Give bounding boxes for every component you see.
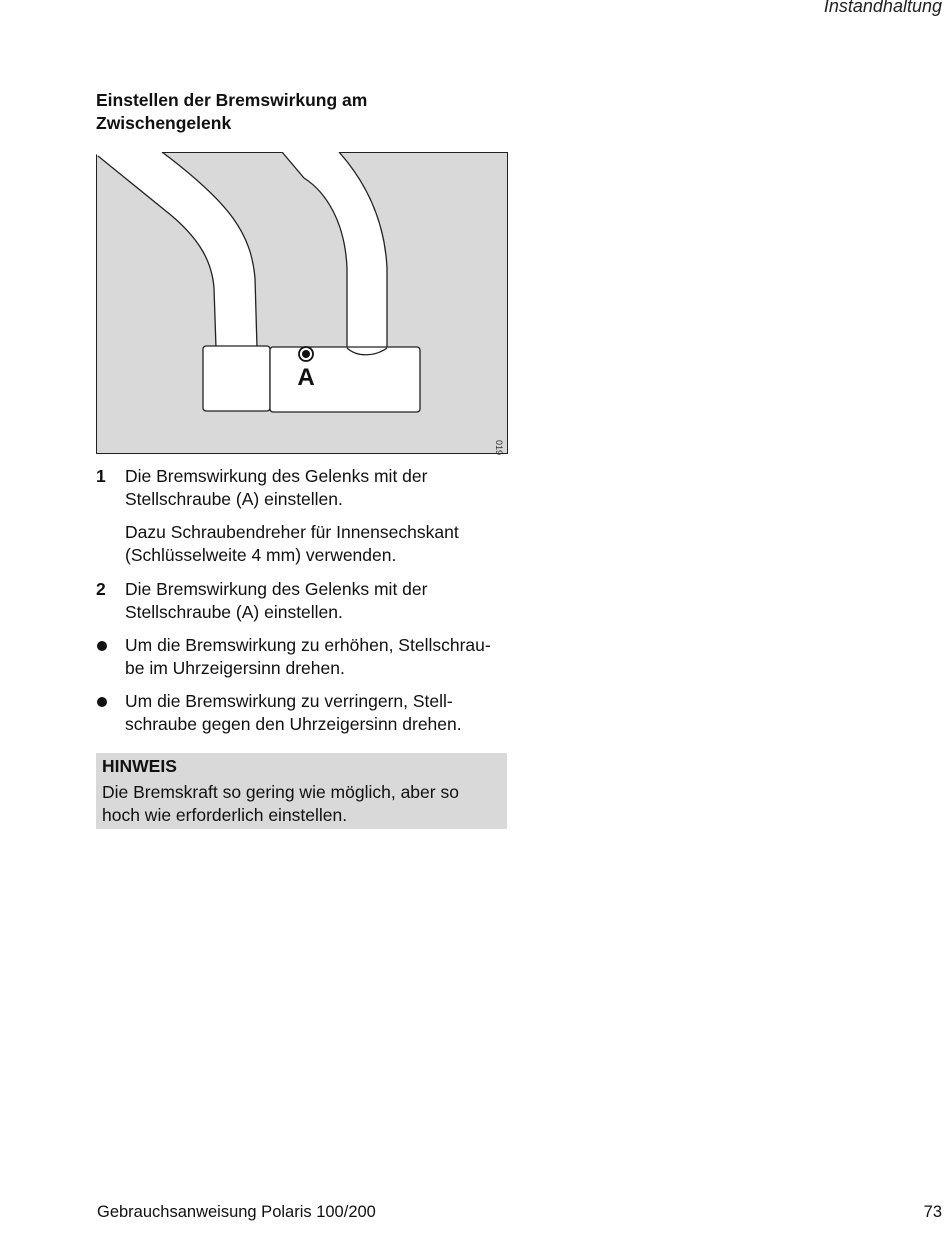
footer-document-title: Gebrauchsanweisung Polaris 100/200 xyxy=(97,1203,376,1221)
step-number: 1 xyxy=(96,466,106,486)
notice-text-line: Die Bremskraft so gering wie möglich, aber so xyxy=(102,782,459,802)
section-heading-line-2: Zwischengelenk xyxy=(96,113,232,133)
notice-text-line: hoch wie erforderlich einstellen. xyxy=(102,805,348,825)
bullet-text-line: schraube gegen den Uhrzeigersinn drehen. xyxy=(125,714,462,734)
step-text-line: Die Bremswirkung des Gelenks mit der xyxy=(125,466,428,486)
bullet-text-line: Um die Bremswirkung zu erhöhen, Stellschrau- xyxy=(125,635,491,655)
step-note-line: Dazu Schraubendreher für Innensechskant xyxy=(125,522,459,542)
step-text-line: Stellschraube (A) einstellen. xyxy=(125,602,343,622)
header-section-title: Instandhaltung xyxy=(823,0,942,16)
bullet-decrease xyxy=(96,690,516,736)
joint-illustration xyxy=(96,152,508,454)
step-number: 2 xyxy=(96,579,106,599)
bullet-text-line: Um die Bremswirkung zu verringern, Stell- xyxy=(125,691,453,711)
step-text-line: Stellschraube (A) einstellen. xyxy=(125,489,343,509)
bullet-increase xyxy=(96,634,516,680)
left-joint-block xyxy=(203,346,270,411)
bullet-text-line: be im Uhrzeigersinn drehen. xyxy=(125,658,345,678)
callout-label-a: A xyxy=(297,364,315,391)
section-heading xyxy=(96,89,516,135)
bullet-icon xyxy=(97,641,107,651)
step-text-line: Die Bremswirkung des Gelenks mit der xyxy=(125,579,428,599)
page-number: 73 xyxy=(923,1203,942,1221)
intermediate-joint-block xyxy=(270,347,420,412)
joint-illustration-drawing xyxy=(96,152,508,454)
step-2 xyxy=(96,578,516,624)
bullet-icon xyxy=(97,697,107,707)
adjusting-screw-hex xyxy=(302,350,310,358)
notice-box xyxy=(96,753,507,829)
step-1 xyxy=(96,465,516,567)
notice-title: HINWEIS xyxy=(102,756,177,776)
figure-id: 019 xyxy=(494,440,504,456)
step-note-line: (Schlüsselweite 4 mm) verwenden. xyxy=(125,545,397,565)
section-heading-line-1: Einstellen der Bremswirkung am xyxy=(96,90,368,110)
